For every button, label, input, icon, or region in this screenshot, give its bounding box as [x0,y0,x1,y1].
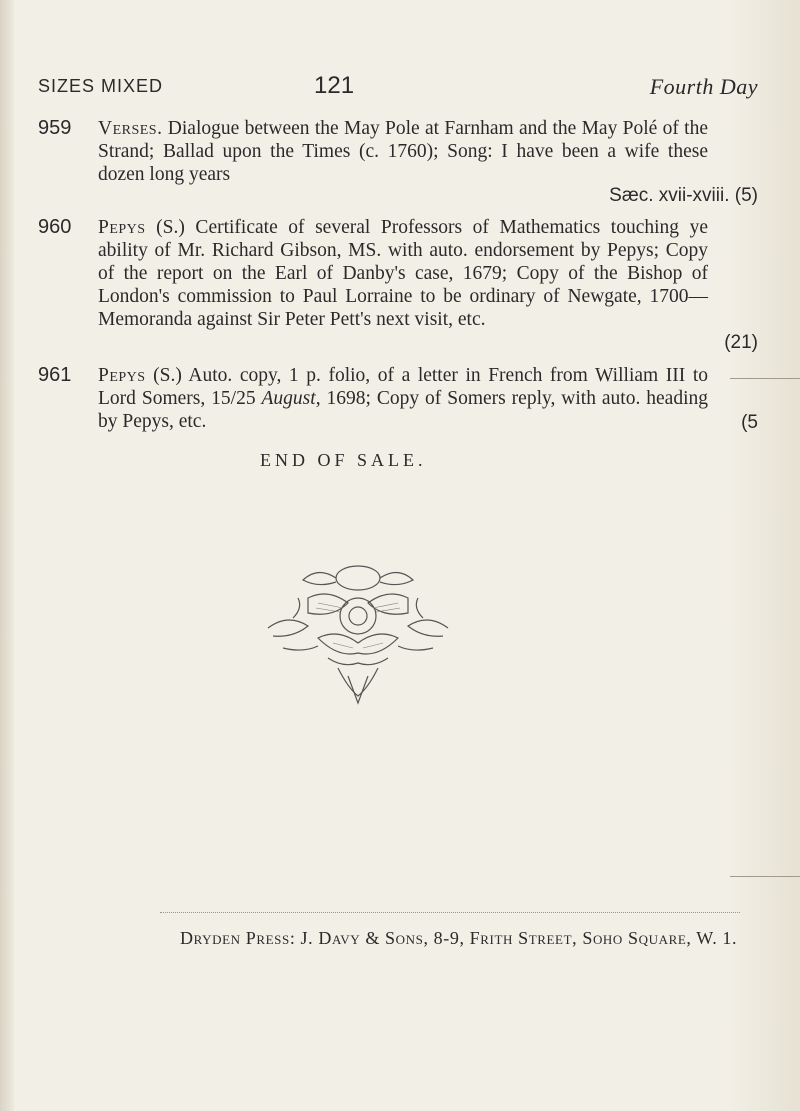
lot-description [98,364,708,433]
lot-title: Pepys [98,217,146,238]
lot-body: (S.) Auto. copy, 1 p. folio, of a letter in French from William III to Lord Somers, 15/25 [98,365,708,409]
lot-item-count: (5 [741,412,758,433]
running-header [38,72,758,102]
page-left-edge [0,0,14,1111]
lot-description [98,216,708,331]
lot-960 [38,216,758,354]
lot-description [98,117,708,186]
lot-title: Verses. [98,118,163,139]
lot-number: 961 [38,364,72,386]
header-day: Fourth Day [649,74,758,99]
lot-body: , 1698; Copy of Somers reply, with auto. heading by Pepys, etc. [98,388,708,432]
lot-959 [38,117,758,207]
right-edge-divider [730,876,800,877]
lot-body: (S.) Certificate of several Professors of Mathematics touching ye ability of Mr. Richard Gibson, MS. with auto. endorsement by Pepys; Copy of the report on the Earl of Danby's case, 1679; Copy of the Bishop of London's commission to Paul Lorraine to be ordinary of Newgate, 1700—Memoranda against Sir Peter Pett's next visit, etc. [98,217,708,330]
page-number: 121 [314,72,355,99]
printer-imprint: Dryden Press: J. Davy & Sons, 8-9, Frith Street, Soho Square, W. 1. [180,928,738,948]
lot-body-italic: August [261,388,316,409]
imprint-rule [160,912,740,913]
lot-reference: Sæc. xvii-xviii. (5) [609,185,758,206]
header-section-title: SIZES MIXED [38,76,164,96]
lot-body: Dialogue between the May Pole at Farnham and the May Polé of the Strand; Ballad upon the Times (c. 1760); Song: I have been a wife these dozen long years [98,118,708,185]
lot-number: 959 [38,117,72,139]
end-of-sale-heading: END OF SALE. [260,450,427,470]
floral-ornament [248,558,468,708]
lot-number: 960 [38,216,72,238]
lot-961 [38,364,758,434]
lot-title: Pepys [98,365,146,386]
lot-item-count: (21) [724,332,758,353]
